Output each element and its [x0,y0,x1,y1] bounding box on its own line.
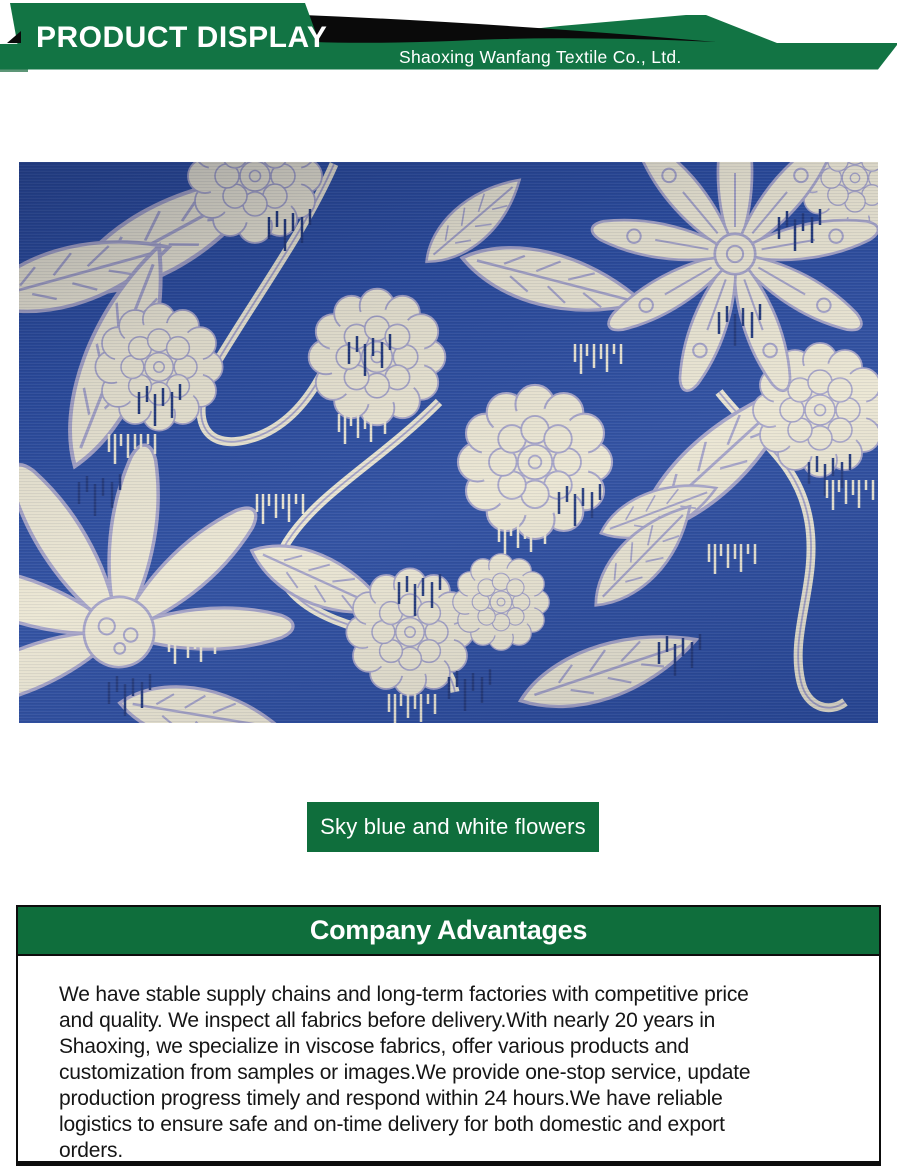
advantages-title: Company Advantages [18,907,879,956]
page-title: PRODUCT DISPLAY [36,21,328,54]
advantages-text-line: customization from samples or images.We provide one-stop service, update [59,1061,751,1084]
advantages-text-line: Shaoxing, we specialize in viscose fabrics, offer various products and [59,1035,689,1058]
advantages-text-line: logistics to ensure safe and on-time delivery for both domestic and export [59,1113,725,1136]
advantages-text [18,956,879,1164]
advantages-text-line: and quality. We inspect all fabrics before delivery.With nearly 20 years in [59,1009,716,1032]
product-photo [19,162,878,723]
header-bar-step [0,70,28,73]
product-caption: Sky blue and white flowers [307,802,599,852]
fabric-shade-overlay [19,162,878,723]
advantages-text-line: orders. [59,1139,123,1162]
company-advantages-section [16,905,881,1166]
company-name: Shaoxing Wanfang Textile Co., Ltd. [399,47,682,67]
advantages-text-line: We have stable supply chains and long-term factories with competitive price [59,983,749,1006]
advantages-text-line: production progress timely and respond within 24 hours.We have reliable [59,1087,723,1110]
